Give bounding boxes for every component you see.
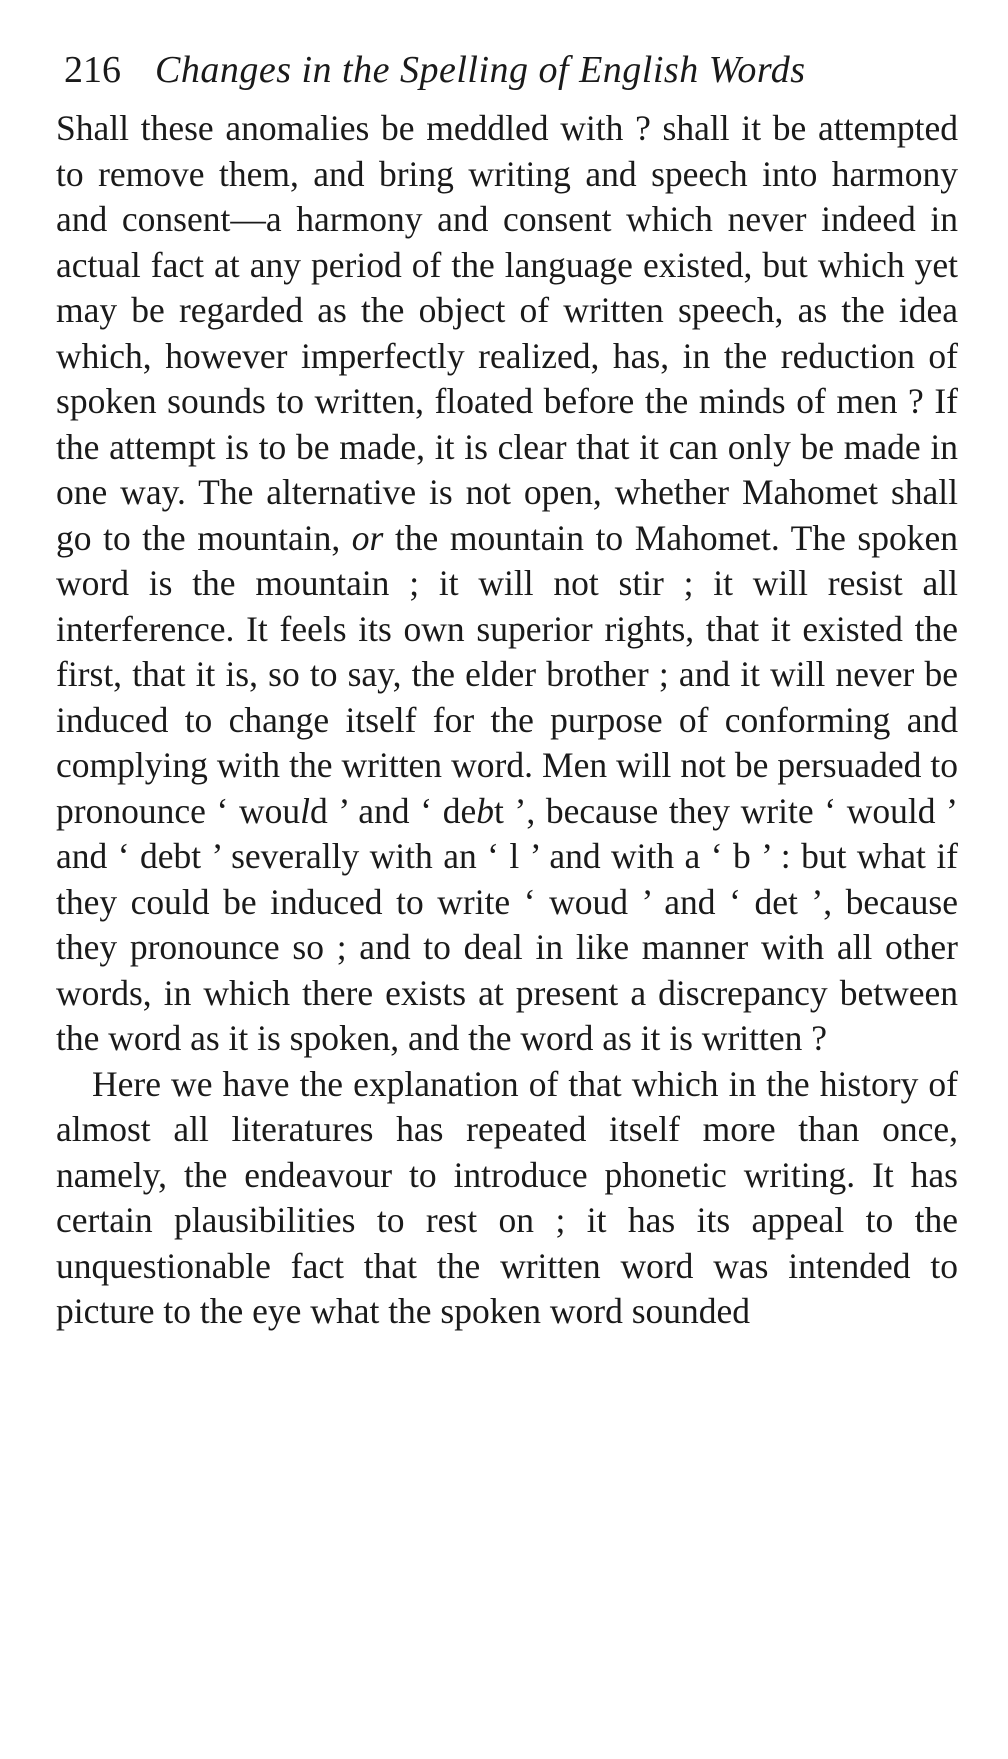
paragraph-1 <box>56 106 958 1062</box>
italic-letter-b: b <box>476 790 494 831</box>
italic-letter-l: l <box>300 790 311 831</box>
running-title: Changes in the Spelling of English Words <box>155 49 806 91</box>
text-segment: the mountain to Mahomet. The spoken word is the mountain ; it will not stir ; it will resist all interference. It feels its own superior rights, that it existed the first, that it is, so to say, the elder brother ; and it will never be induced to change itself for the purpose of conforming and complying with the written word. Men will not be persuaded to pronounce ‘ wou <box>56 517 958 831</box>
book-page <box>56 46 958 1335</box>
running-head <box>56 46 958 94</box>
italic-word-or: or <box>351 517 384 558</box>
text-segment: d ’ and ‘ de <box>310 790 477 831</box>
text-segment: t ’, because they write ‘ would ’ and ‘ debt ’ severally with an ‘ l ’ and with a ‘ b ’ : but what if they could be induced to write ‘ woud ’ and ‘ det ’, because they pronounce so ; and to deal in like manner with all other words, in which there exists at present a discrepancy between the word as it is spoken, and the word as it is written ? <box>56 790 959 1058</box>
text-segment: Shall these anomalies be meddled with ? shall it be attempted to remove them, and bring writing and speech into harmony and consent—a harmony and consent which never indeed in actual fact at any period of the language existed, but which yet may be regarded as the object of written speech, as the idea which, however imperfectly realized, has, in the reduction of spoken sounds to written, floated before the minds of men ? If the attempt is to be made, it is clear that it can only be made in one way. The alternative is not open, whether Mahomet shall go to the mountain, <box>56 108 958 558</box>
body-text <box>56 106 958 1335</box>
paragraph-2 <box>56 1062 958 1335</box>
text-segment: Here we have the explanation of that which in the history of almost all literatures has repeated itself more than once, namely, the endeavour to introduce phonetic writing. It has certain plausibilities to rest on ; it has its appeal to the unquestionable fact that the written word was intended to picture to the eye what the spoken word sounded <box>56 1063 958 1331</box>
page-number: 216 <box>64 49 121 91</box>
